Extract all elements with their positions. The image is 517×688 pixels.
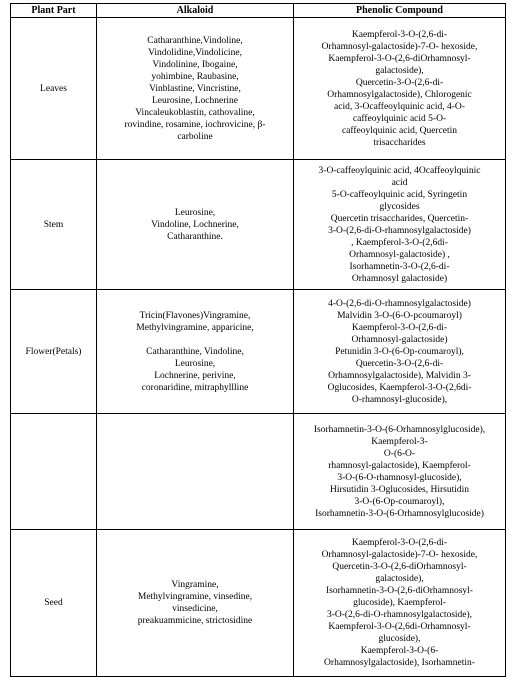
header-plant-part: Plant Part bbox=[11, 4, 97, 18]
table-row bbox=[11, 290, 506, 414]
compound-table bbox=[10, 3, 506, 677]
table-row bbox=[11, 160, 506, 290]
phenolic-cell: Isorhamnetin-3-O-(6-Orhamnosylglucoside), Kaempferol-3- O-(6-O- rhamnosyl-galactoside), Kaempferol- 3-O-(6-O-rhamnosyl-glucoside), Hirsutidin 3-Oglucosides, Hirsutidin 3-O-(6-Op-coumaroyl), Isorhamnetin-3-O-(6-Orhamnosylglucoside) bbox=[294, 414, 506, 530]
header-phenolic-compound: Phenolic Compound bbox=[294, 4, 506, 18]
alkaloid-cell: Catharanthine,Vindoline, Vindolidine,Vindolicine, Vindolinine, Ibogaine, yohimbine, Raubasine, Vinblastine, Vincristine, Leurosine, Lochnerine Vincaleukoblastin, cathovaline, rovindine, rosamine, iochrovicine, β- carboline bbox=[97, 18, 294, 160]
phenolic-cell: 3-O-caffeoylquinic acid, 4Ocaffeoylquinic acid 5-O-caffeoylquinic acid, Syringetin glycosides Quercetin trisaccharides, Quercetin- 3-O-(2,6-di-O-rhamnosylgalactoside) , Kaempferol-3-O-(2,6di- Orhamnosyl-galactoside) , Isorhamnetin-3-O-(2,6-di- Orhamnosyl galactoside) bbox=[294, 160, 506, 290]
plant-part-cell bbox=[11, 414, 97, 530]
plant-part-cell: Seed bbox=[11, 530, 97, 677]
phenolic-cell: Kaempferol-3-O-(2,6-di- Orhamnosyl-galactoside)-7-O- hexoside, Kaempferol-3-O-(2,6-diOrhamnosyl- galactoside), Quercetin-3-O-(2,6-di- Orhamnosylgalactoside), Chlorogenic acid, 3-Ocaffeoylquinic acid, 4-O- caffeoylquinic acid 5-O- caffeoylquinic acid, Quercetin trisaccharides bbox=[294, 18, 506, 160]
alkaloid-cell: Leurosine, Vindoline, Lochnerine, Catharanthine. bbox=[97, 160, 294, 290]
table-row bbox=[11, 414, 506, 530]
phenolic-cell: Kaempferol-3-O-(2,6-di- Orhamnosyl-galactoside)-7-O- hexoside, Quercetin-3-O-(2,6-diOrhamnosyl- galactoside), Isorhamnetin-3-O-(2,6-diOrhamnosyl- glucoside), Kaempferol- 3-O-(2,6-di-O-rhamnosylgalactoside), Kaempferol-3-O-(2,6di-Orhamnosyl- glucoside), Kaempferol-3-O-(6- Orhamnosylgalactoside), Isorhamnetin- bbox=[294, 530, 506, 677]
header-alkaloid: Alkaloid bbox=[97, 4, 294, 18]
table-row bbox=[11, 530, 506, 677]
plant-part-cell: Leaves bbox=[11, 18, 97, 160]
phenolic-cell: 4-O-(2,6-di-O-rhamnosylgalactoside) Malvidin 3-O-(6-O-pcoumaroyl) Kaempferol-3-O-(2,6-di- Orhamnosyl-galactoside) Petunidin 3-O-(6-Op-coumaroyl), Quercetin-3-O-(2,6-di- Orhamnosylgalactoside), Malvidin 3- Oglucosides, Kaempferol-3-O-(2,6di- O-rhamnosyl-glucoside), bbox=[294, 290, 506, 414]
alkaloid-cell: Vingramine, Methylvingramine, vinsedine, vinsedicine, preakuammicine, strictosidine bbox=[97, 530, 294, 677]
header-row bbox=[11, 4, 506, 18]
alkaloid-cell: Tricin(Flavones)Vingramine, Methylvingramine, apparicine, Catharanthine, Vindoline, Leurosine, Lochnerine, perivine, coronaridine, mitraphyllline bbox=[97, 290, 294, 414]
alkaloid-cell bbox=[97, 414, 294, 530]
plant-part-cell: Stem bbox=[11, 160, 97, 290]
table-row bbox=[11, 18, 506, 160]
plant-part-cell: Flower(Petals) bbox=[11, 290, 97, 414]
